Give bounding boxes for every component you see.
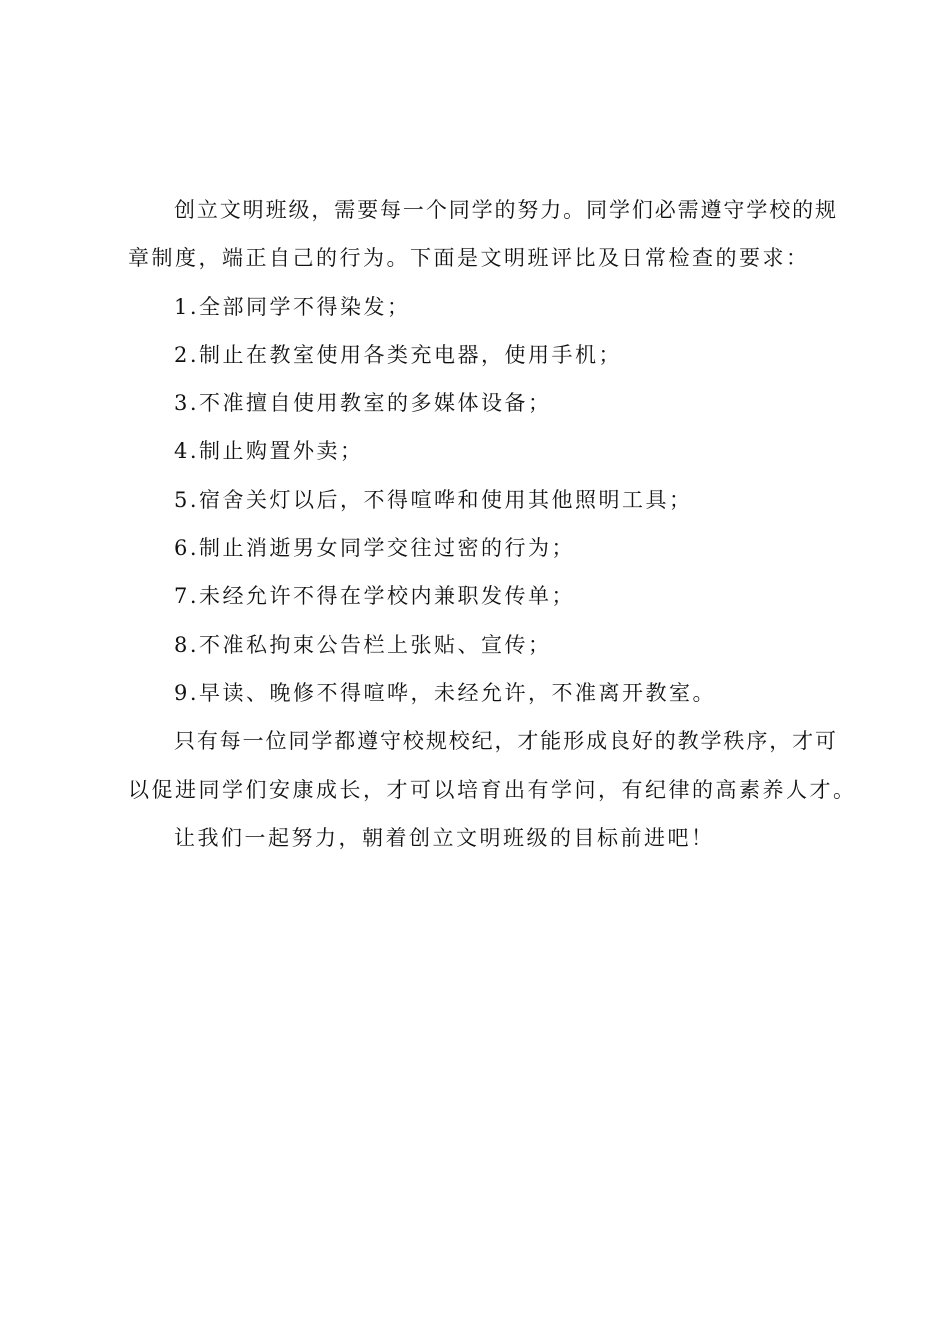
closing-line-1: 只有每一位同学都遵守校规校纪，才能形成良好的教学秩序，才可 [174, 729, 836, 754]
rule-item: 3.不准擅自使用教室的多媒体设备； [174, 391, 552, 416]
rule-item: 4.制止购置外卖； [174, 439, 364, 464]
rule-item: 5.宿舍关灯以后，不得喧哗和使用其他照明工具； [174, 487, 693, 512]
rule-item: 6.制止消逝男女同学交往过密的行为； [174, 536, 576, 561]
rule-item: 2.制止在教室使用各类充电器，使用手机； [174, 342, 623, 367]
rule-item: 8.不准私拘束公告栏上张贴、宣传； [174, 632, 552, 657]
rule-item: 9.早读、晚修不得喧哗，未经允许，不准离开教室。 [174, 680, 717, 705]
intro-line-1: 创立文明班级，需要每一个同学的努力。同学们必需遵守学校的规 [174, 198, 836, 222]
rule-item: 1.全部同学不得染发； [174, 294, 411, 319]
document-body [128, 186, 857, 862]
final-sentence: 让我们一起努力，朝着创立文明班级的目标前进吧！ [174, 825, 715, 850]
rule-item: 7.未经允许不得在学校内兼职发传单； [174, 584, 576, 609]
closing-line-2: 以促进同学们安康成长，才可以培育出有学问，有纪律的高素养人才。 [128, 777, 857, 802]
intro-line-2: 章制度，端正自己的行为。下面是文明班评比及日常检查的要求： [128, 246, 810, 271]
